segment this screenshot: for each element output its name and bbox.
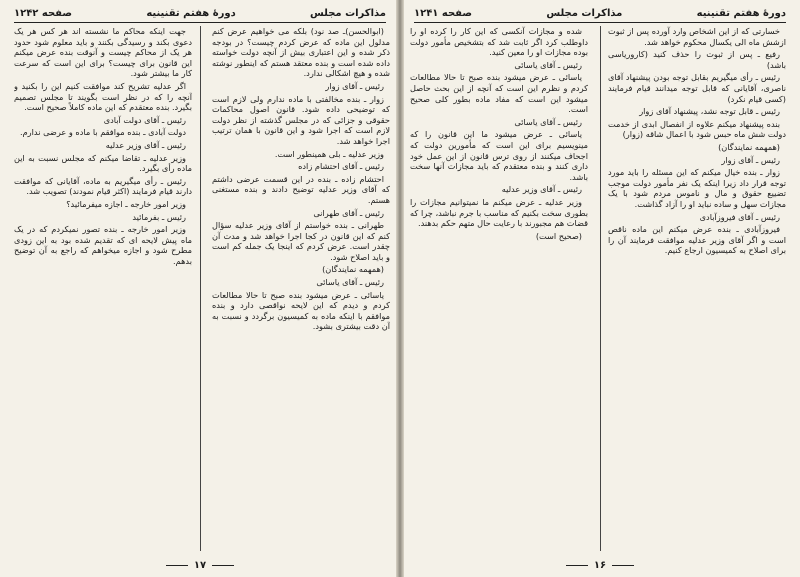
paragraph: رئیس ـ آقای یاسائی <box>514 116 582 127</box>
left-header-center: دورهٔ هفتم تقنینیه <box>146 7 236 19</box>
paragraph: یاسائی ـ عرض میشود بنده صبح تا حالا مطالعات کردم و دیدم که این لایحه نواقصی دارد و بنده موافقم با اینکه ماده به کمیسیون برگردد و نسبت به آن دقت بیشتری بشود. <box>212 289 390 332</box>
paragraph: شده و مجازات آنکسی که این کار را کرده او را داوطلب کرد اگر ثابت شد که بتشخیص مأمور دولت بوده مجازات او را معین کنید. <box>410 26 588 58</box>
left-page-left-column <box>14 26 192 551</box>
paragraph: رئیس ـ قابل توجه نشد، پیشنهاد آقای زوار <box>639 106 780 117</box>
paragraph: یاسائی ـ عرض میشود بنده صبح تا حالا مطالعات کردم و نظرم این است که آنچه از این بحث حاصل میشود این است که مفاد ماده بطور کلی صحیح است. <box>410 72 588 115</box>
paragraph: رئیس ـ آقای فیروزآبادی <box>699 211 780 222</box>
right-page-number: ۱۶ <box>593 560 607 571</box>
paragraph: بنده پیشنهاد میکنم علاوه از انفصال ابدی از خدمت دولت شش ماه حبس شود با اعمال شاقه (زوار) <box>608 118 786 140</box>
paragraph: رئیس ـ آقای یاسائی <box>514 59 582 70</box>
right-header-left: صفحه ۱۲۴۱ <box>414 7 473 19</box>
paragraph: زوار ـ بنده مخالفتی با ماده ندارم ولی لازم است که توضیحی داده شود. قانون اصول محاکمات حقوقی و جزائی که در مجلس گذشته از نظر دولت لازم است که اجرا شود و این قانون با همان ترتیب اجرا خواهد شد. <box>212 93 390 146</box>
left-page-header <box>14 6 386 20</box>
left-header-rule <box>14 22 386 23</box>
right-page-footer <box>400 560 800 571</box>
paragraph: جهت اینکه محاکم ما نشسته اند هر کس هر یک دعوی بکند و رسیدگی بکنند و باید معلوم شود حدود هر یک از محاکم چیست و آنوقت بنده عرض میکنم این قانون برای چیست؟ برای این است که سرعت کار ما بیشتر شود. <box>14 26 192 79</box>
right-header-right: دورهٔ هفتم تقنینیه <box>696 7 786 19</box>
paragraph: رئیس ـ آقای زوار <box>325 80 384 91</box>
paragraph: رئیس ـ رأی میگیریم بقابل توجه بودن پیشنهاد آقای ناصری، آقایانی که قابل توجه میدانند قیام فرمایند (کسی قیام نکرد) <box>608 72 786 104</box>
paragraph: رئیس ـ آقای زوار <box>721 154 780 165</box>
paragraph: اگر عدلیه تشریح کند موافقت کنیم این را بکنید و آنچه را که در نظر است بگویند تا مجلس تصمیم بگیرد. بنده معتقدم که این ماده کاملاً صحیح است. <box>14 80 192 113</box>
paragraph: یاسائی ـ عرض میشود ما این قانون را که مینویسیم برای این است که مأمورین دولت که اجحاف میکنند از روی ترس قانون از این عمل خود داری کنند و بنده معتقدم که باید مجازات آنها سخت باشد. <box>410 129 588 182</box>
left-page-footer <box>0 560 400 571</box>
paragraph: (همهمه نمایندگان) <box>322 264 384 275</box>
paragraph: رئیس ـ آقای وزیر عدلیه <box>501 184 582 195</box>
right-page <box>400 0 800 577</box>
paragraph: رئیس ـ آقای احتشام زاده <box>298 161 384 172</box>
right-page-left-column <box>410 26 588 551</box>
paragraph: (صحیح است) <box>535 230 582 241</box>
paragraph: رئیس ـ آقای طهرانی <box>313 207 384 218</box>
paragraph: وزیر عدلیه ـ تقاضا میکنم که مجلس نسبت به این ماده رأی بگیرد. <box>14 152 192 174</box>
right-page-header <box>414 6 786 20</box>
paragraph: طهرانی ـ بنده خواستم از آقای وزیر عدلیه سؤال کنم که این قانون در کجا اجرا خواهد شد و مدت آن چقدر است. عرض کردم که اینجا یک جمله کم است و باید اصلاح شود. <box>212 220 390 262</box>
left-header-left: صفحه ۱۲۴۲ <box>14 7 73 19</box>
paragraph: فیروزآبادی ـ بنده عرض میکنم این ماده ناقص است و اگر آقای وزیر عدلیه موافقت فرمایند آن را برای اصلاح به کمیسیون ارجاع کنیم. <box>608 224 786 256</box>
right-header-center: مذاکرات مجلس <box>546 7 623 19</box>
paragraph: رئیس ـ رأی میگیریم به ماده، آقایانی که موافقت دارند قیام فرمایند (اکثر قیام نمودند) تصویب شد. <box>14 175 192 197</box>
paragraph: احتشام زاده ـ بنده در این قسمت عرضی داشتم که آقای وزیر عدلیه توضیح دادند و بنده مستغنی هستم. <box>212 173 390 205</box>
paragraph: زوار ـ بنده خیال میکنم که این مسئله را باید مورد توجه قرار داد زیرا اینکه یک نفر مأمور دولت موجب تضییع حقوق و مال و ناموس مردم شود با یک مجازات سهل و ساده نباید او را آزاد گذاشت. <box>608 167 786 209</box>
right-column-divider <box>600 26 601 551</box>
paragraph: رئیس ـ آقای یاسائی <box>316 277 384 288</box>
left-page-right-column <box>212 26 390 551</box>
paragraph: (همهمه نمایندگان) <box>718 141 780 152</box>
left-header-right: مذاکرات مجلس <box>309 7 386 19</box>
paragraph: (ابوالحسن)ـ صد نود) بلکه می خواهیم عرض کنم مدلول این ماده که عرض کردم چیست؟ در بودجه ذکر شده و این اعتباری بیش از آنچه دولت خواسته داده شده است و بنده معتقد هستم که اینطور نوشته شده و هیچ اشکالی ندارد. <box>212 26 390 79</box>
right-page-right-column <box>608 26 786 551</box>
paragraph: وزیر عدلیه ـ بلی همینطور است. <box>274 148 384 159</box>
paragraph: وزیر عدلیه ـ عرض میکنم ما نمیتوانیم مجازات را بطوری سخت بکنیم که مناسب با جرم نباشد، چرا که قضات هم مجبورند با رعایت حال متهم حکم بدهند. <box>410 196 588 229</box>
paragraph: دولت آبادی ـ بنده موافقم با ماده و عرضی ندارم. <box>20 127 186 138</box>
paragraph: وزیر امور خارجه ـ بنده تصور نمیکردم که در یک ماه پیش لایحه ای که تقدیم شده بود به این زودی مطرح شود و اجازه میخواهم که راجع به آن توضیح بدهم. <box>14 224 192 266</box>
paragraph: رفیع ـ پس از ثبوت را حذف کنید (کاروریاسی باشد) <box>608 49 786 70</box>
paragraph: رئیس ـ آقای وزیر عدلیه <box>105 139 186 150</box>
left-column-divider <box>200 26 201 551</box>
left-page-number: ۱۷ <box>193 560 207 571</box>
paragraph: خسارتی که از این اشخاص وارد آورده پس از ثبوت ازشش ماه الی یکسال محکوم خواهد شد. <box>608 26 786 47</box>
paragraph: وزیر امور خارجه ـ اجازه میفرمائید؟ <box>66 198 186 209</box>
paragraph: رئیس ـ بفرمائید <box>132 211 186 222</box>
right-header-rule <box>414 22 786 23</box>
paragraph: رئیس ـ آقای دولت آبادی <box>103 114 186 125</box>
